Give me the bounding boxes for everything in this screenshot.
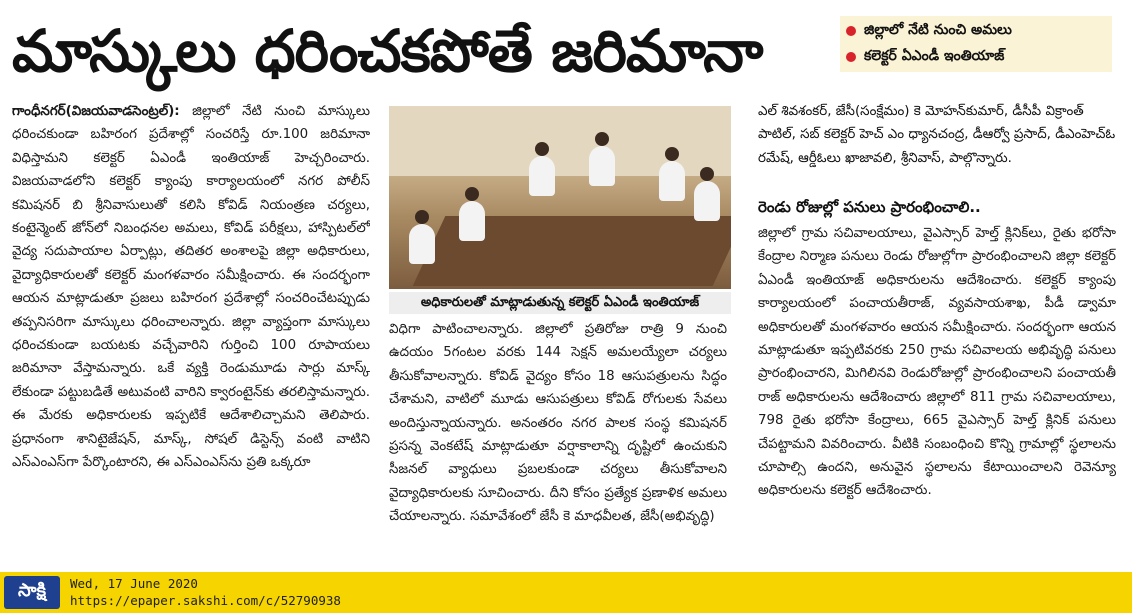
sub-heading: రెండు రోజుల్లో పనులు ప్రారంభించాలి.. xyxy=(758,198,981,216)
photo-person xyxy=(659,161,685,201)
photo-person-head xyxy=(535,142,549,156)
highlights-box xyxy=(840,16,1112,72)
article-column-right-top: ఎల్ శివశంకర్, జేసీ(సంక్షేమం) కె మోహన్‌కుమార్, డీసీపీ విక్రాంత్ పాటిల్, సబ్ కలెక్టర్ హెచ్ ఎం ధ్యానచంద్ర, డీఆర్వో ప్రసాద్, డీఎంహెచ్ఓ రమేష్, ఆర్డీఓలు ఖాజావలి, శ్రీనివాస్, పాల్గొన్నారు. xyxy=(758,104,1116,166)
footer-url[interactable]: https://epaper.sakshi.com/c/52790938 xyxy=(70,593,341,608)
highlight-item xyxy=(846,18,1106,44)
photo-person xyxy=(694,181,720,221)
article-column-right: జిల్లాలో గ్రామ సచివాలయాలు, వైఎస్సార్ హెల్త్ క్లినిక్‌లు, రైతు భరోసా కేంద్రాల నిర్మాణ పనులు రెండు రోజుల్లోగా ప్రారంభించాలని జిల్లా కలెక్టర్ ఏఎండీ ఇంతియాజ్ అధికారులను ఆదేశించారు. కలెక్టర్ క్యాంపు కార్యాలయంలో పంచాయతీరాజ్, వ్యవసాయశాఖ, పీడీ డ్వామా అధికారులతో మంగళవారం ఆయన సమీక్షించారు. సందర్భంగా ఆయన మాట్లాడుతూ ఇప్పటివరకు 250 గ్రామ సచివాలయ అభివృద్ధి పనులు ప్రారంభించారని, మిగిలినవి రెండురోజుల్లో ప్రారంభించాలని పంచాయతీ రాజ్ అధికారులను ఆదేశించారు జిల్లాలో 811 గ్రామ సచివాలయాలు, 798 రైతు భరోసా కేంద్రాలు, 665 వైఎస్సార్ హెల్త్ క్లినిక్ పనులు చేపట్టామని వివరించారు. వీటికి సంబంధించి కొన్ని గ్రామాల్లో స్థలాలను చూపాల్సి ఉందని, అనువైన స్థలాలను కేటాయించాలని రెవెన్యూ అధికారులను కలెక్టర్ ఆదేశించారు. xyxy=(758,226,1116,499)
article-text: జిల్లాలో నేటి నుంచి మాస్కులు ధరించకుండా బహిరంగ ప్రదేశాల్లో సంచరిస్తే రూ.100 జరిమానా విధిస్తామని కలెక్టర్ ఏఎండీ ఇంతియాజ్ హెచ్చరించారు. విజయవాడలోని కలెక్టర్ క్యాంపు కార్యాలయంలో నగర పోలీస్ కమిషనర్ బి శ్రీనివాసులుతో కలిసి కోవిడ్ నియంత్రణ చర్యలు, కంటైన్మెంట్ జోన్‌లో నిబంధనల అమలు, కోవిడ్ పరీక్షలు, హాస్పిటల్‌లో వైద్య సదుపాయాల ఏర్పాట్లు, తదితర అంశాలపై జిల్లా అధికారులు, వైద్యాధికారులతో కలెక్టర్ మంగళవారం సమీక్షించారు. ఈ సందర్భంగా ఆయన మాట్లాడుతూ ప్రజలు బహిరంగ ప్రదేశాల్లో సంచరించేటప్పుడు తప్పనిసరిగా మాస్కులు ధరించాలన్నారు. జిల్లా వ్యాప్తంగా మాస్కులు ధరించకుండా బయటకు వచ్చేవారిని గుర్తించి 100 రూపాయలు జరిమానా వేస్తామన్నారు. ఒకే వ్యక్తి రెండుమూడు సార్లు మాస్క్ లేకుండా పట్టుబడితే అటువంటి వారిని క్వారంటైన్‌కు తరలిస్తామన్నారు. ఈ మేరకు అధికారులకు ఇప్పటికే ఆదేశాలిచ్చామని తెలిపారు. ప్రధానంగా శానిటైజేషన్, మాస్క్, సోషల్ డిస్టెన్స్ వంటి వాటిని ఎస్ఎంఎస్‌గా పేర్కొంటారని, ఈ ఎస్ఎంఎస్‌ను ప్రతి ఒక్కరూ xyxy=(12,104,370,471)
photo-person-head xyxy=(700,167,714,181)
sakshi-logo: సాక్షి xyxy=(4,576,60,609)
article-column-left xyxy=(12,100,370,562)
highlight-item xyxy=(846,44,1106,70)
bullet-icon xyxy=(846,26,856,36)
dateline: గాంధీనగర్(విజయవాడసెంట్రల్): xyxy=(12,104,180,119)
photo-person xyxy=(459,201,485,241)
photo-caption: అధికారులతో మాట్లాడుతున్న కలెక్టర్ ఏఎండీ ఇంతియాజ్ xyxy=(389,292,731,314)
photo-person xyxy=(589,146,615,186)
meeting-photo xyxy=(389,106,731,289)
highlight-text: జిల్లాలో నేటి నుంచి అమలు xyxy=(864,21,1012,38)
photo-person-head xyxy=(595,132,609,146)
headline: మాస్కులు ధరించకపోతే జరిమానా xyxy=(12,17,763,85)
photo-person xyxy=(529,156,555,196)
footer-date: Wed, 17 June 2020 xyxy=(70,576,198,591)
highlight-text: కలెక్టర్ ఏఎండీ ఇంతియాజ్ xyxy=(864,47,1005,64)
article-column-middle: విధిగా పాటించాలన్నారు. జిల్లాలో ప్రతిరోజు రాత్రి 9 నుంచి ఉదయం 5గంటల వరకు 144 సెక్షన్ అమలయ్యేలా చర్యలు తీసుకోవాలన్నారు. కోవిడ్ వైద్యం కోసం 18 ఆసుపత్రులను సిద్ధం చేశామని, వాటిలో మూడు ఆసుపత్రులు కోవిడ్ రోగులకు సేవలు అందిస్తున్నాయన్నారు. అనంతరం నగర పాలక సంస్థ కమిషనర్ ప్రసన్న వెంకటేష్ మాట్లాడుతూ వర్షాకాలాన్ని దృష్టిలో ఉంచుకుని సీజనల్ వ్యాధులు ప్రబలకుండా చర్యలు తీసుకోవాలని వైద్యాధికారులకు సూచించారు. దీని కోసం ప్రత్యేక ప్రణాళిక అమలు చేయాలన్నారు. సమావేశంలో జేసీ కె మాధవీలత, జేసీ(అభివృద్ధి) xyxy=(389,322,727,525)
photo-person xyxy=(409,224,435,264)
photo-person-head xyxy=(415,210,429,224)
photo-person-head xyxy=(665,147,679,161)
photo-person-head xyxy=(465,187,479,201)
bullet-icon xyxy=(846,52,856,62)
footer-bar xyxy=(0,572,1132,613)
footer-info xyxy=(70,575,341,609)
